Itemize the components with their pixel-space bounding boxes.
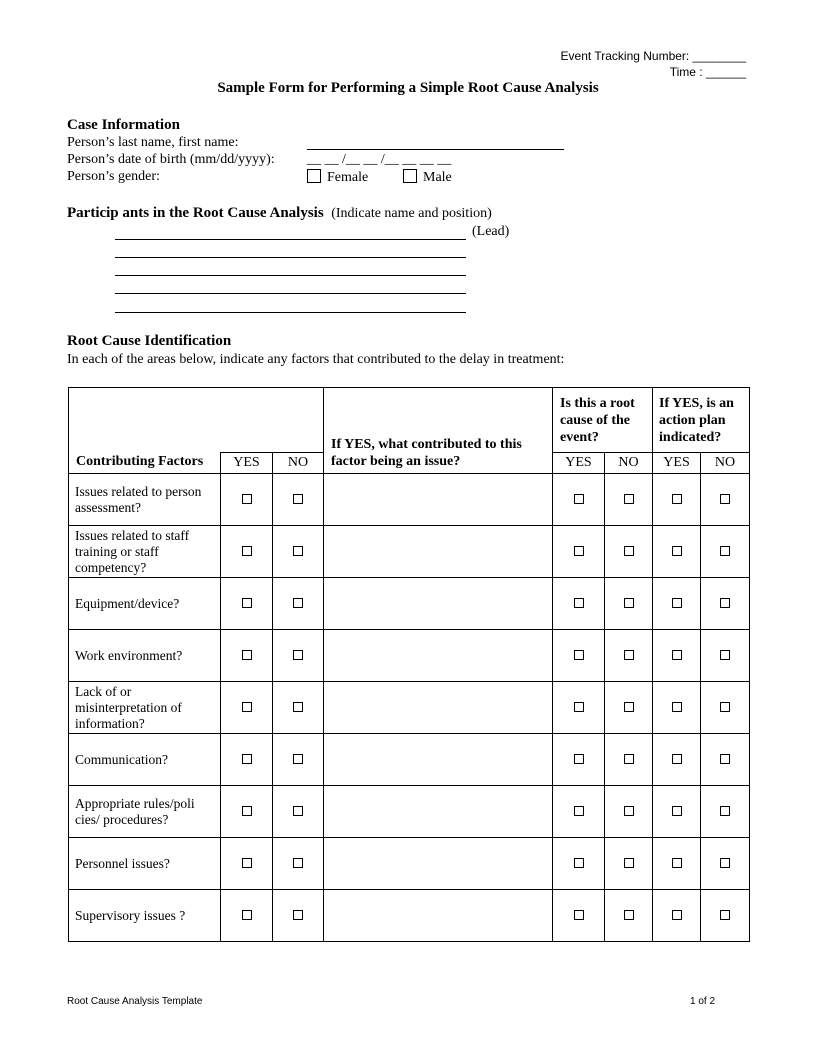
root-yes-checkbox[interactable] bbox=[574, 650, 584, 660]
contribution-notes-cell[interactable] bbox=[324, 682, 553, 734]
factor-label: Issues related to staff training or staff competency? bbox=[69, 526, 221, 578]
header-action-plan: If YES, is an action plan indicated? bbox=[653, 388, 750, 453]
root-yes-checkbox-cell bbox=[553, 838, 605, 890]
root-yes-checkbox-cell bbox=[553, 890, 605, 942]
plan-no-checkbox-cell bbox=[701, 630, 750, 682]
yes-checkbox[interactable] bbox=[242, 494, 252, 504]
root-no-checkbox-cell bbox=[605, 526, 653, 578]
no-checkbox[interactable] bbox=[293, 494, 303, 504]
table-row bbox=[69, 786, 750, 838]
plan-no-checkbox[interactable] bbox=[720, 650, 730, 660]
plan-no-checkbox[interactable] bbox=[720, 494, 730, 504]
root-no-checkbox[interactable] bbox=[624, 598, 634, 608]
plan-yes-checkbox[interactable] bbox=[672, 546, 682, 556]
last-name-input-line[interactable] bbox=[307, 149, 564, 150]
header-plan-no: NO bbox=[701, 452, 750, 474]
plan-no-checkbox-cell bbox=[701, 682, 750, 734]
plan-yes-checkbox[interactable] bbox=[672, 858, 682, 868]
root-no-checkbox-cell bbox=[605, 786, 653, 838]
plan-yes-checkbox[interactable] bbox=[672, 702, 682, 712]
factor-label: Communication? bbox=[69, 734, 221, 786]
factor-label: Lack of or misinterpretation of information? bbox=[69, 682, 221, 734]
header-spacer bbox=[221, 388, 324, 453]
root-no-checkbox-cell bbox=[605, 890, 653, 942]
root-yes-checkbox[interactable] bbox=[574, 702, 584, 712]
plan-yes-checkbox[interactable] bbox=[672, 494, 682, 504]
root-no-checkbox[interactable] bbox=[624, 494, 634, 504]
no-checkbox[interactable] bbox=[293, 598, 303, 608]
root-yes-checkbox[interactable] bbox=[574, 598, 584, 608]
yes-checkbox-cell bbox=[221, 682, 273, 734]
header-root-cause: Is this a root cause of the event? bbox=[553, 388, 653, 453]
plan-yes-checkbox-cell bbox=[653, 890, 701, 942]
plan-yes-checkbox-cell bbox=[653, 474, 701, 526]
plan-yes-checkbox-cell bbox=[653, 630, 701, 682]
plan-no-checkbox[interactable] bbox=[720, 754, 730, 764]
plan-yes-checkbox-cell bbox=[653, 526, 701, 578]
gender-male-option[interactable] bbox=[403, 169, 452, 186]
factor-label: Issues related to person assessment? bbox=[69, 474, 221, 526]
yes-checkbox-cell bbox=[221, 734, 273, 786]
plan-no-checkbox-cell bbox=[701, 474, 750, 526]
yes-checkbox-cell bbox=[221, 630, 273, 682]
time-field: Time : ______ bbox=[669, 65, 746, 79]
last-name-label: Person’s last name, first name: bbox=[67, 135, 239, 150]
yes-checkbox[interactable] bbox=[242, 910, 252, 920]
contribution-notes-cell[interactable] bbox=[324, 630, 553, 682]
plan-no-checkbox[interactable] bbox=[720, 806, 730, 816]
no-checkbox[interactable] bbox=[293, 858, 303, 868]
no-checkbox[interactable] bbox=[293, 546, 303, 556]
plan-yes-checkbox[interactable] bbox=[672, 806, 682, 816]
participant-line[interactable] bbox=[115, 312, 466, 313]
no-checkbox-cell bbox=[273, 890, 324, 942]
root-no-checkbox-cell bbox=[605, 474, 653, 526]
dob-input-blanks[interactable]: __ __ /__ __ /__ __ __ __ bbox=[307, 152, 452, 167]
dob-label: Person’s date of birth (mm/dd/yyyy): bbox=[67, 152, 275, 167]
case-information-heading: Case Information bbox=[67, 117, 180, 133]
yes-checkbox[interactable] bbox=[242, 598, 252, 608]
yes-checkbox[interactable] bbox=[242, 806, 252, 816]
no-checkbox-cell bbox=[273, 682, 324, 734]
no-checkbox-cell bbox=[273, 734, 324, 786]
header-yes: YES bbox=[221, 452, 273, 474]
header-no: NO bbox=[273, 452, 324, 474]
table-row bbox=[69, 838, 750, 890]
root-yes-checkbox-cell bbox=[553, 734, 605, 786]
factor-label: Supervisory issues ? bbox=[69, 890, 221, 942]
lead-label: (Lead) bbox=[472, 224, 510, 239]
header-root-no: NO bbox=[605, 452, 653, 474]
plan-yes-checkbox-cell bbox=[653, 838, 701, 890]
root-no-checkbox[interactable] bbox=[624, 910, 634, 920]
root-yes-checkbox-cell bbox=[553, 526, 605, 578]
contribution-notes-cell[interactable] bbox=[324, 890, 553, 942]
table-row bbox=[69, 682, 750, 734]
header-contributing-factors: Contributing Factors bbox=[69, 388, 221, 474]
root-no-checkbox-cell bbox=[605, 838, 653, 890]
root-yes-checkbox-cell bbox=[553, 682, 605, 734]
root-no-checkbox[interactable] bbox=[624, 702, 634, 712]
table-row bbox=[69, 526, 750, 578]
root-no-checkbox[interactable] bbox=[624, 546, 634, 556]
plan-no-checkbox[interactable] bbox=[720, 702, 730, 712]
yes-checkbox-cell bbox=[221, 890, 273, 942]
plan-no-checkbox-cell bbox=[701, 786, 750, 838]
contribution-notes-cell[interactable] bbox=[324, 734, 553, 786]
root-yes-checkbox[interactable] bbox=[574, 910, 584, 920]
yes-checkbox[interactable] bbox=[242, 754, 252, 764]
root-no-checkbox[interactable] bbox=[624, 754, 634, 764]
table-row bbox=[69, 578, 750, 630]
yes-checkbox[interactable] bbox=[242, 546, 252, 556]
table-row bbox=[69, 630, 750, 682]
root-yes-checkbox[interactable] bbox=[574, 754, 584, 764]
root-cause-heading: Root Cause Identification bbox=[67, 333, 232, 349]
root-yes-checkbox-cell bbox=[553, 474, 605, 526]
root-yes-checkbox[interactable] bbox=[574, 494, 584, 504]
plan-yes-checkbox-cell bbox=[653, 734, 701, 786]
participants-heading: Particip ants in the Root Cause Analysis bbox=[67, 205, 324, 221]
gender-female-option[interactable] bbox=[307, 169, 368, 186]
plan-yes-checkbox[interactable] bbox=[672, 598, 682, 608]
root-no-checkbox[interactable] bbox=[624, 806, 634, 816]
yes-checkbox-cell bbox=[221, 786, 273, 838]
no-checkbox[interactable] bbox=[293, 910, 303, 920]
header-plan-yes: YES bbox=[653, 452, 701, 474]
contribution-notes-cell[interactable] bbox=[324, 786, 553, 838]
no-checkbox-cell bbox=[273, 838, 324, 890]
no-checkbox-cell bbox=[273, 526, 324, 578]
plan-yes-checkbox-cell bbox=[653, 786, 701, 838]
table-row bbox=[69, 474, 750, 526]
root-yes-checkbox-cell bbox=[553, 630, 605, 682]
contribution-notes-cell[interactable] bbox=[324, 474, 553, 526]
plan-no-checkbox-cell bbox=[701, 526, 750, 578]
no-checkbox-cell bbox=[273, 786, 324, 838]
yes-checkbox[interactable] bbox=[242, 650, 252, 660]
plan-yes-checkbox[interactable] bbox=[672, 910, 682, 920]
participant-line[interactable] bbox=[115, 275, 466, 276]
root-no-checkbox[interactable] bbox=[624, 650, 634, 660]
root-no-checkbox-cell bbox=[605, 630, 653, 682]
no-checkbox-cell bbox=[273, 630, 324, 682]
plan-no-checkbox-cell bbox=[701, 890, 750, 942]
plan-yes-checkbox-cell bbox=[653, 682, 701, 734]
male-checkbox[interactable] bbox=[403, 169, 417, 183]
participant-line[interactable] bbox=[115, 293, 466, 294]
yes-checkbox-cell bbox=[221, 578, 273, 630]
no-checkbox[interactable] bbox=[293, 754, 303, 764]
gender-label: Person’s gender: bbox=[67, 169, 160, 184]
root-no-checkbox[interactable] bbox=[624, 858, 634, 868]
contributing-factors-table bbox=[68, 387, 750, 942]
plan-yes-checkbox-cell bbox=[653, 578, 701, 630]
header-what-contributed: If YES, what contributed to this factor being an issue? bbox=[324, 388, 553, 474]
header-root-yes: YES bbox=[553, 452, 605, 474]
root-yes-checkbox-cell bbox=[553, 786, 605, 838]
plan-no-checkbox[interactable] bbox=[720, 858, 730, 868]
factor-label: Equipment/device? bbox=[69, 578, 221, 630]
participants-note: (Indicate name and position) bbox=[331, 206, 492, 221]
plan-no-checkbox[interactable] bbox=[720, 598, 730, 608]
factor-label: Work environment? bbox=[69, 630, 221, 682]
yes-checkbox-cell bbox=[221, 838, 273, 890]
no-checkbox-cell bbox=[273, 578, 324, 630]
plan-yes-checkbox[interactable] bbox=[672, 754, 682, 764]
no-checkbox[interactable] bbox=[293, 650, 303, 660]
footer-page-number: 1 of 2 bbox=[690, 996, 716, 1007]
yes-checkbox-cell bbox=[221, 474, 273, 526]
footer-template-name: Root Cause Analysis Template bbox=[67, 996, 203, 1007]
plan-no-checkbox-cell bbox=[701, 838, 750, 890]
plan-no-checkbox[interactable] bbox=[720, 910, 730, 920]
participant-line[interactable] bbox=[115, 257, 466, 258]
root-no-checkbox-cell bbox=[605, 682, 653, 734]
yes-checkbox[interactable] bbox=[242, 702, 252, 712]
root-no-checkbox-cell bbox=[605, 578, 653, 630]
participant-line-lead[interactable] bbox=[115, 239, 466, 240]
plan-no-checkbox-cell bbox=[701, 578, 750, 630]
root-cause-instructions: In each of the areas below, indicate any factors that contributed to the delay in treatment: bbox=[67, 352, 565, 367]
contribution-notes-cell[interactable] bbox=[324, 578, 553, 630]
root-yes-checkbox[interactable] bbox=[574, 546, 584, 556]
root-yes-checkbox[interactable] bbox=[574, 806, 584, 816]
participants-heading-row bbox=[67, 205, 492, 222]
plan-no-checkbox[interactable] bbox=[720, 546, 730, 556]
factor-label: Appropriate rules/poli cies/ procedures? bbox=[69, 786, 221, 838]
no-checkbox-cell bbox=[273, 474, 324, 526]
plan-yes-checkbox[interactable] bbox=[672, 650, 682, 660]
root-yes-checkbox-cell bbox=[553, 578, 605, 630]
female-label: Female bbox=[327, 170, 369, 185]
table-row bbox=[69, 890, 750, 942]
yes-checkbox[interactable] bbox=[242, 858, 252, 868]
table-row bbox=[69, 734, 750, 786]
factor-label: Personnel issues? bbox=[69, 838, 221, 890]
plan-no-checkbox-cell bbox=[701, 734, 750, 786]
male-label: Male bbox=[423, 170, 452, 185]
root-no-checkbox-cell bbox=[605, 734, 653, 786]
event-tracking-number: Event Tracking Number: ________ bbox=[560, 49, 746, 63]
page-title: Sample Form for Performing a Simple Root Cause Analysis bbox=[217, 80, 599, 96]
no-checkbox[interactable] bbox=[293, 806, 303, 816]
contribution-notes-cell[interactable] bbox=[324, 526, 553, 578]
yes-checkbox-cell bbox=[221, 526, 273, 578]
female-checkbox[interactable] bbox=[307, 169, 321, 183]
no-checkbox[interactable] bbox=[293, 702, 303, 712]
contribution-notes-cell[interactable] bbox=[324, 838, 553, 890]
root-yes-checkbox[interactable] bbox=[574, 858, 584, 868]
